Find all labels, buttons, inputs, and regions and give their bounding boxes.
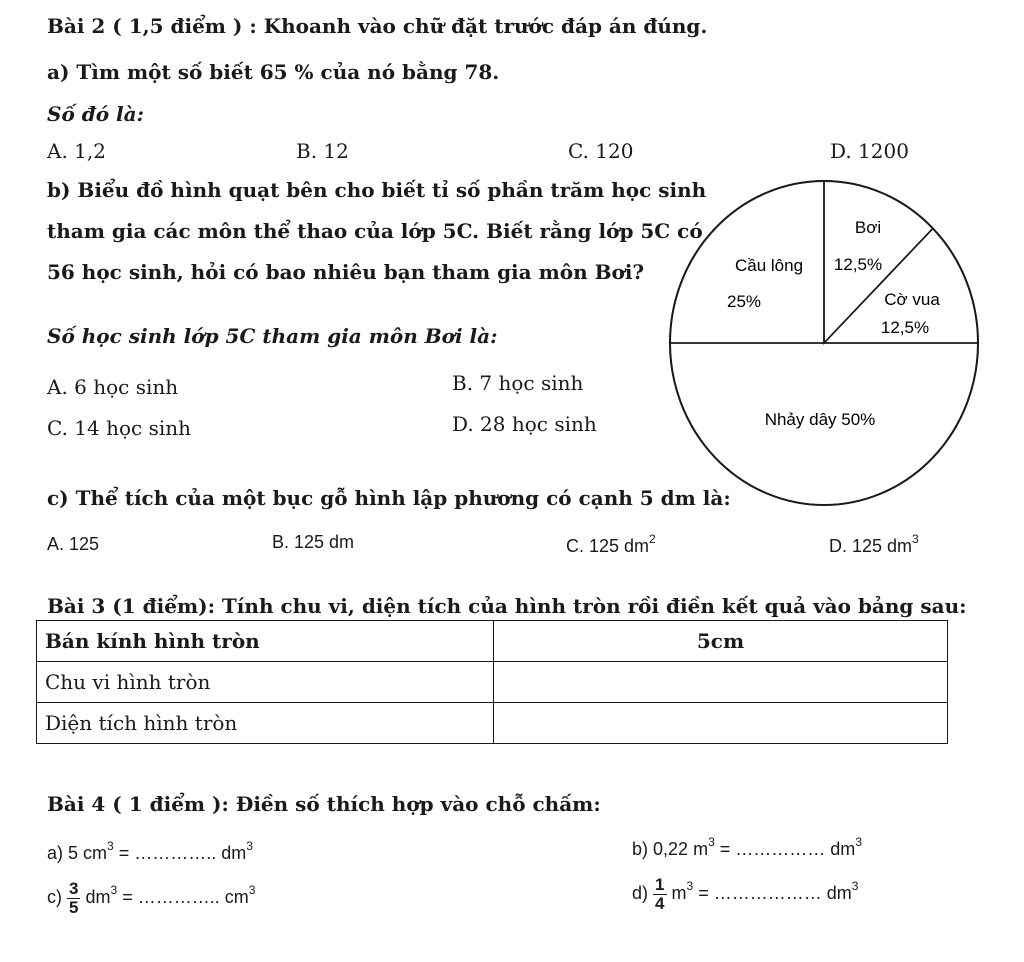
bai2c-option-b[interactable]: B. 125 dm (272, 532, 355, 552)
bai4b-item[interactable]: b) 0,22 $m^3$ = …………… $dm^3$ (632, 835, 862, 859)
fraction-3-5: $\frac{3}{5}$ (69, 879, 79, 917)
bai2b-question-line2: tham gia các môn thể thao của lớp 5C. Biết rằng lớp 5C có (47, 219, 703, 243)
bai2a-option-d[interactable]: D. 1200 (830, 139, 909, 163)
bai4-title: Bài 4 ( 1 điểm ): Điền số thích hợp vào chỗ chấm: (47, 792, 601, 816)
bai4a-item[interactable]: a) 5 $cm^3$ = ………….. $dm^3$ (47, 839, 253, 863)
bai3-table (36, 620, 948, 744)
table-cell-perimeter-label: Chu vi hình tròn (37, 662, 494, 703)
pie-value-nhay-day: Nhảy dây 50% (764, 410, 876, 429)
bai2b-option-a[interactable]: A. 6 học sinh (47, 375, 179, 399)
table-row (37, 703, 948, 744)
bai4c-item[interactable]: c) $\frac{3}{5}$ $dm^3$ = ………….. $cm^3$ (47, 879, 256, 917)
bai2b-question-line3: 56 học sinh, hỏi có bao nhiêu bạn tham gia môn Bơi? (47, 260, 645, 284)
bai2a-prompt: Số đó là: (47, 102, 144, 126)
table-cell-radius-label: Bán kính hình tròn (37, 621, 494, 662)
bai2b-question-line1: b) Biểu đồ hình quạt bên cho biết tỉ số phần trăm học sinh (47, 178, 707, 202)
pie-value-co-vua: 12,5% (880, 318, 930, 337)
table-cell-area-answer[interactable] (494, 703, 948, 744)
bai2b-prompt: Số học sinh lớp 5C tham gia môn Bơi là: (47, 324, 498, 348)
bai2-title: Bài 2 ( 1,5 điểm ) : Khoanh vào chữ đặt trước đáp án đúng. (47, 14, 708, 38)
pie-value-boi: 12,5% (833, 255, 883, 274)
bai2c-option-c[interactable]: C. 125 $dm^2$ (566, 532, 656, 556)
bai2a-option-c[interactable]: C. 120 (568, 139, 634, 163)
pie-label-cau-long: Cầu lông (734, 256, 804, 275)
bai2b-option-c[interactable]: C. 14 học sinh (47, 416, 192, 440)
table-row (37, 621, 948, 662)
bai2c-question: c) Thể tích của một bục gỗ hình lập phương có cạnh 5 dm là: (47, 486, 731, 510)
bai2b-option-d[interactable]: D. 28 học sinh (452, 412, 597, 436)
bai2a-question: a) Tìm một số biết 65 % của nó bằng 78. (47, 60, 500, 84)
pie-label-co-vua: Cờ vua (884, 290, 940, 309)
pie-value-cau-long: 25% (726, 292, 762, 311)
bai2a-option-a[interactable]: A. 1,2 (47, 139, 106, 163)
table-row (37, 662, 948, 703)
bai2a-option-b[interactable]: B. 12 (296, 139, 349, 163)
bai4d-item[interactable]: d) $\frac{1}{4}$ $m^3$ = ……………… $dm^3$ (632, 875, 859, 913)
table-cell-area-label: Diện tích hình tròn (37, 703, 494, 744)
table-cell-radius-value: 5cm (494, 621, 948, 662)
table-cell-perimeter-answer[interactable] (494, 662, 948, 703)
bai2c-option-d[interactable]: D. 125 $dm^3$ (829, 532, 919, 556)
bai2b-option-b[interactable]: B. 7 học sinh (452, 371, 584, 395)
fraction-1-4: $\frac{1}{4}$ (655, 875, 665, 913)
bai3-title: Bài 3 (1 điểm): Tính chu vi, diện tích của hình tròn rồi điền kết quả vào bảng sau: (47, 594, 967, 618)
bai2c-option-a[interactable]: A. 125 (47, 534, 100, 554)
pie-label-boi: Bơi (854, 218, 882, 237)
